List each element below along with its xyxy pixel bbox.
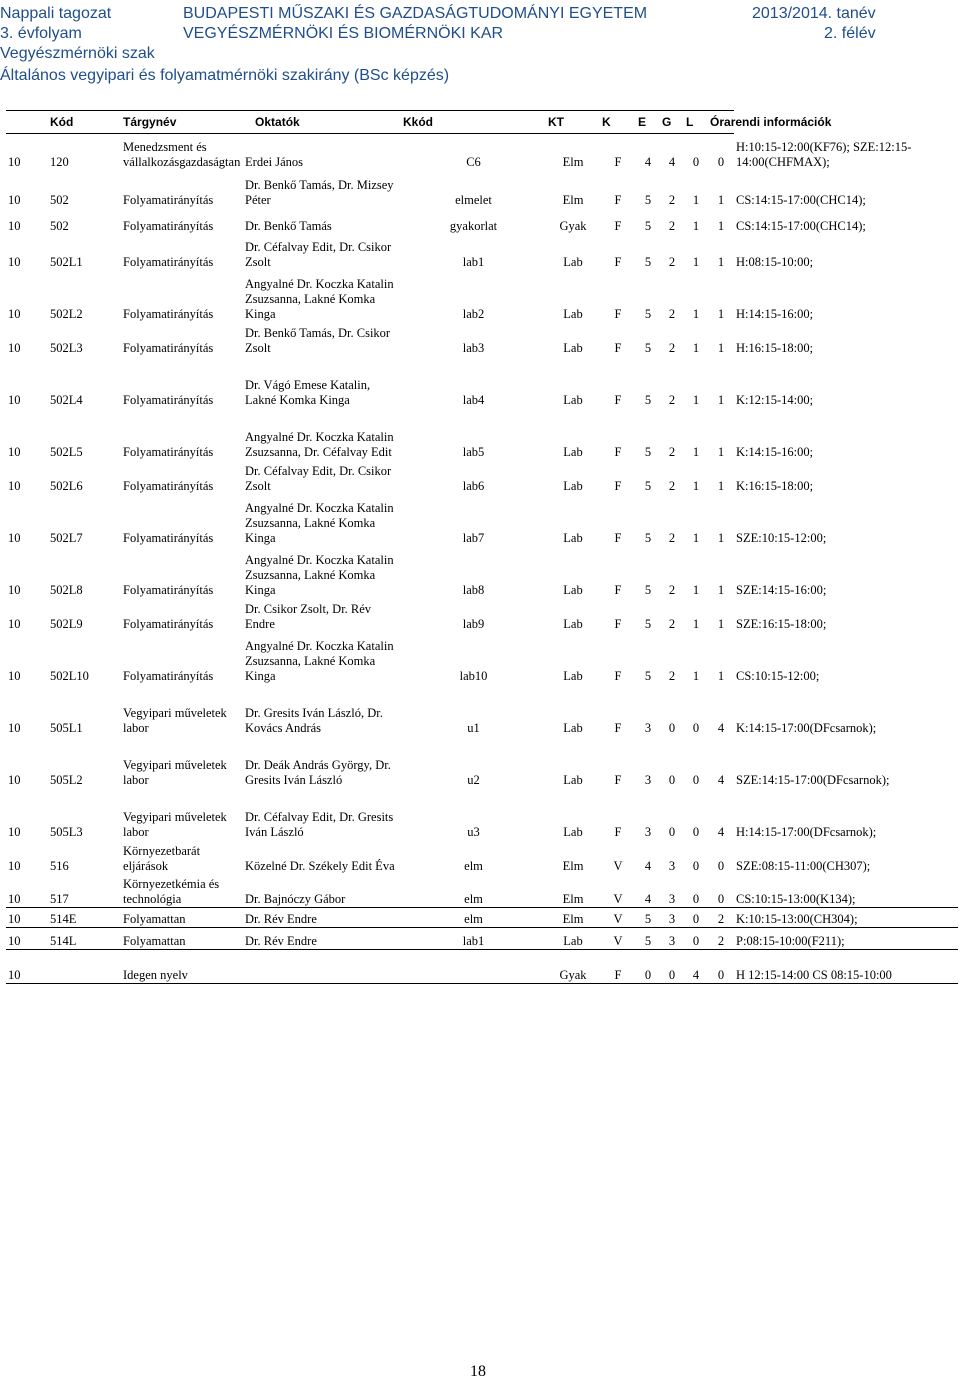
cell-k: F [614,192,622,207]
table-row [6,928,958,950]
cell-k: F [614,340,622,355]
cell-type: Elm [546,908,600,928]
cell-subject-name: Folyamatirányítás [123,616,214,631]
cell-kod: 10 [8,392,21,407]
cell-k: F [614,444,622,459]
cell-l2: 2 [708,928,734,950]
cell-kod: 10 [8,306,21,321]
cell-g: 2 [668,668,676,683]
cell-section: 505L1 [50,720,83,735]
cell-l2: 0 [717,154,725,169]
cell-lecturers: Dr. Benkő Tamás, Dr. Mizsey Péter [245,177,394,207]
cell-e: 5 [644,254,652,269]
cell-g: 2 [668,582,676,597]
cell-schedule: H:10:15-12:00(KF76); SZE:12:15-14:00(CHFMAX); [736,139,912,169]
cell-e: 4 [644,858,652,873]
cell-k: F [614,616,622,631]
cell-type: Lab [563,720,583,735]
cell-type: Gyak [546,950,600,984]
col-header-kkod: Kkód [401,111,546,134]
table-header-row [6,111,958,134]
cell-kod: 10 [8,478,21,493]
cell-subject-name: Környezetkémia és technológia [121,874,243,908]
cell-kod: 10 [8,444,21,459]
header-university: BUDAPESTI MŰSZAKI ÉS GAZDASÁGTUDOMÁNYI EGYETEM [183,5,648,22]
table-row [6,598,958,632]
cell-e: 5 [644,218,652,233]
cell-lecturers [243,950,401,984]
cell-kod: 10 [8,154,21,169]
cell-course-code: C6 [466,154,481,169]
cell-lecturers: Angyalné Dr. Koczka Katalin Zsuzsanna, Lakné Komka Kinga [245,276,394,321]
cell-type: Lab [563,306,583,321]
cell-k: V [600,874,636,908]
cell-l2: 1 [717,306,725,321]
cell-section: 505L2 [50,772,83,787]
cell-k: V [600,908,636,928]
cell-type: Elm [562,858,584,873]
cell-course-code: lab10 [459,668,488,683]
cell-g: 0 [668,824,676,839]
cell-schedule: H:08:15-10:00; [736,254,814,269]
cell-e: 5 [644,478,652,493]
cell-l2: 4 [717,824,725,839]
cell-l2: 1 [717,616,725,631]
cell-g: 0 [660,950,684,984]
cell-type: Lab [563,824,583,839]
cell-section: 502L7 [50,530,83,545]
cell-schedule: H:14:15-16:00; [736,306,814,321]
cell-l2: 1 [717,192,725,207]
cell-section: 502 [50,218,69,233]
header-academic-year: 2013/2014. tanév [752,5,876,22]
cell-schedule: CS:14:15-17:00(CHC14); [736,218,866,233]
cell-kod: 10 [6,928,48,950]
cell-subject-name: Folyamattan [121,908,243,928]
cell-course-code: lab4 [462,392,485,407]
cell-e: 3 [644,824,652,839]
cell-section: 502L2 [50,306,83,321]
cell-course-code: lab6 [462,478,485,493]
cell-subject-name: Vegyipari műveletek labor [123,757,227,787]
cell-lecturers: Dr. Rév Endre [243,908,401,928]
table-row [6,170,958,208]
cell-course-code: lab7 [462,530,485,545]
cell-kod: 10 [6,950,48,984]
cell-section: 502L8 [50,582,83,597]
cell-e: 3 [644,772,652,787]
cell-e: 5 [644,444,652,459]
cell-lecturers: Dr. Céfalvay Edit, Dr. Csikor Zsolt [245,463,392,493]
cell-lecturers: Dr. Benkő Tamás, Dr. Csikor Zsolt [245,325,391,355]
cell-k: F [614,218,622,233]
cell-schedule: SZE:14:15-17:00(DFcsarnok); [736,772,890,787]
cell-schedule: P:08:15-10:00(F211); [734,928,958,950]
cell-k: V [600,928,636,950]
cell-lecturers: Dr. Céfalvay Edit, Dr. Gresits Iván László [245,809,394,839]
cell-section: 502L5 [50,444,83,459]
cell-k: V [613,858,623,873]
cell-e: 5 [644,668,652,683]
cell-kod: 10 [8,824,21,839]
cell-course-code: gyakorlat [449,218,498,233]
cell-schedule: H 12:15-14:00 CS 08:15-10:00 [734,950,958,984]
cell-subject-name: Folyamatirányítás [123,192,214,207]
cell-section [48,950,121,984]
cell-course-code: elm [464,858,483,873]
cell-lecturers: Angyalné Dr. Koczka Katalin Zsuzsanna, Lakné Komka Kinga [245,552,394,597]
page-number: 18 [470,1363,486,1380]
cell-e: 5 [644,530,652,545]
cell-l2: 4 [717,772,725,787]
cell-k: F [614,530,622,545]
cell-l2: 1 [717,444,725,459]
cell-lecturers: Dr. Vágó Emese Katalin, Lakné Komka Kinga [245,377,371,407]
cell-k: F [600,950,636,984]
table-row [6,840,958,874]
cell-k: F [614,154,622,169]
cell-lecturers: Dr. Benkő Tamás [245,218,332,233]
cell-lecturers: Angyalné Dr. Koczka Katalin Zsuzsanna, Lakné Komka Kinga [245,500,394,545]
header-left-2: 3. évfolyam [0,25,82,42]
col-header-oktatok: Oktatók [243,111,401,134]
table-row [6,788,958,840]
cell-lecturers: Dr. Céfalvay Edit, Dr. Csikor Zsolt [245,239,392,269]
table-row [6,684,958,736]
cell-g: 2 [668,616,676,631]
cell-g: 2 [668,218,676,233]
cell-subject-name: Folyamatirányítás [123,668,214,683]
cell-course-code: lab1 [462,254,485,269]
cell-kod: 10 [8,720,21,735]
cell-l2: 1 [717,218,725,233]
col-header-e: E [636,111,660,134]
cell-subject-name: Folyamatirányítás [123,530,214,545]
cell-subject-name: Folyamatirányítás [123,306,214,321]
cell-type: Lab [563,254,583,269]
cell-lecturers: Dr. Rév Endre [243,928,401,950]
table-row [6,736,958,788]
cell-kod: 10 [8,218,21,233]
table-row [6,322,958,356]
cell-schedule: CS:14:15-17:00(CHC14); [736,192,866,207]
cell-g: 3 [660,874,684,908]
cell-schedule: K:14:15-17:00(DFcsarnok); [736,720,877,735]
cell-section: 502L1 [50,254,83,269]
cell-l1: 1 [692,218,700,233]
cell-course-code [401,950,546,984]
cell-l2: 4 [717,720,725,735]
cell-e: 5 [644,616,652,631]
cell-type: Elm [562,154,584,169]
cell-e: 5 [644,582,652,597]
cell-lecturers: Dr. Bajnóczy Gábor [243,874,401,908]
cell-l1: 1 [692,530,700,545]
cell-g: 0 [668,772,676,787]
cell-g: 2 [668,254,676,269]
header-left-3: Vegyészmérnöki szak [0,45,155,62]
cell-course-code: lab2 [462,306,485,321]
cell-k: F [614,306,622,321]
cell-kod: 10 [6,908,48,928]
table-row [6,356,958,408]
cell-course-code: elm [401,874,546,908]
cell-schedule: K:12:15-14:00; [736,392,814,407]
col-header-orarendi: Órarendi információk [708,111,734,134]
cell-l2: 1 [717,254,725,269]
cell-l1: 1 [692,340,700,355]
cell-type: Lab [563,478,583,493]
cell-e: 3 [644,720,652,735]
cell-type: Elm [546,874,600,908]
table-row [6,460,958,494]
cell-course-code: lab3 [462,340,485,355]
cell-e: 0 [636,950,660,984]
header-left-1: Nappali tagozat [0,5,112,22]
cell-course-code: lab1 [401,928,546,950]
col-header-k: K [600,111,636,134]
cell-schedule: SZE:16:15-18:00; [736,616,827,631]
cell-k: F [614,582,622,597]
cell-l1: 0 [684,928,708,950]
col-header-g: G [660,111,684,134]
cell-section: 517 [48,874,121,908]
cell-g: 2 [668,530,676,545]
cell-g: 4 [668,154,676,169]
cell-schedule: SZE:10:15-12:00; [736,530,827,545]
header-faculty: VEGYÉSZMÉRNÖKI ÉS BIOMÉRNÖKI KAR [183,25,504,42]
cell-subject-name: Menedzsment és vállalkozásgazdaságtan [123,139,241,169]
cell-g: 2 [668,306,676,321]
cell-l1: 1 [692,616,700,631]
cell-section: 505L3 [50,824,83,839]
cell-course-code: lab5 [462,444,485,459]
cell-kod: 10 [8,582,21,597]
cell-g: 3 [660,928,684,950]
col-header-kt: KT [546,111,600,134]
cell-l1: 1 [692,478,700,493]
cell-subject-name: Vegyipari műveletek labor [123,809,227,839]
cell-type: Lab [563,668,583,683]
cell-l2: 0 [708,874,734,908]
cell-course-code: u3 [467,824,480,839]
cell-kod: 10 [8,192,21,207]
table-row [6,546,958,598]
cell-g: 2 [668,340,676,355]
cell-l2: 1 [717,530,725,545]
cell-k: F [614,392,622,407]
cell-schedule: SZE:14:15-16:00; [736,582,827,597]
cell-type: Elm [562,192,584,207]
cell-type: Lab [563,772,583,787]
cell-l2: 0 [708,950,734,984]
cell-lecturers: Angyalné Dr. Koczka Katalin Zsuzsanna, Lakné Komka Kinga [245,638,394,683]
cell-section: 502L4 [50,392,83,407]
cell-type: Lab [563,582,583,597]
cell-kod: 10 [8,858,21,873]
cell-type: Lab [563,340,583,355]
cell-schedule: SZE:08:15-11:00(CH307); [736,858,871,873]
cell-lecturers: Dr. Gresits Iván László, Dr. Kovács András [245,705,383,735]
table-row [6,494,958,546]
table-row [6,908,958,928]
cell-course-code: u1 [467,720,480,735]
header-program: Általános vegyipari és folyamatmérnöki szakirány (BSc képzés) [0,67,450,84]
table-row [6,234,958,270]
cell-k: F [614,720,622,735]
cell-lecturers: Angyalné Dr. Koczka Katalin Zsuzsanna, Dr. Céfalvay Edit [245,429,394,459]
cell-kod: 10 [8,616,21,631]
col-header-targynev: Tárgynév [121,111,243,134]
cell-g: 2 [668,444,676,459]
cell-l2: 1 [717,582,725,597]
table-row [6,134,958,170]
cell-subject-name: Folyamattan [121,928,243,950]
cell-k: F [614,824,622,839]
cell-kod: 10 [8,772,21,787]
cell-k: F [614,668,622,683]
cell-section: 502L3 [50,340,83,355]
cell-l2: 1 [717,478,725,493]
cell-l1: 1 [692,668,700,683]
cell-type: Lab [563,444,583,459]
cell-subject-name: Folyamatirányítás [123,478,214,493]
cell-l1: 0 [692,720,700,735]
cell-kod: 10 [8,530,21,545]
cell-l1: 1 [692,192,700,207]
cell-section: 502L10 [50,668,89,683]
table-row [6,208,958,234]
cell-course-code: elm [401,908,546,928]
cell-g: 3 [660,908,684,928]
cell-schedule: CS:10:15-12:00; [736,668,820,683]
cell-l1: 0 [692,824,700,839]
cell-k: F [614,254,622,269]
cell-subject-name: Folyamatirányítás [123,254,214,269]
cell-e: 5 [644,192,652,207]
cell-subject-name: Folyamatirányítás [123,340,214,355]
cell-type: Lab [563,530,583,545]
cell-l2: 0 [717,858,725,873]
cell-l1: 1 [692,254,700,269]
header-semester: 2. félév [824,25,876,42]
cell-subject-name: Folyamatirányítás [123,392,214,407]
cell-l1: 0 [684,874,708,908]
cell-g: 2 [668,192,676,207]
cell-subject-name: Folyamatirányítás [123,218,214,233]
cell-e: 5 [636,908,660,928]
cell-course-code: lab9 [462,616,485,631]
cell-l2: 2 [708,908,734,928]
table-row [6,270,958,322]
cell-lecturers: Erdei János [245,154,303,169]
cell-k: F [614,772,622,787]
cell-subject-name: Környezetbarát eljárások [123,843,201,873]
cell-e: 4 [636,874,660,908]
cell-subject-name: Idegen nyelv [121,950,243,984]
cell-schedule: K:16:15-18:00; [736,478,814,493]
cell-l1: 1 [692,306,700,321]
table-row [6,632,958,684]
cell-section: 502L9 [50,616,83,631]
cell-g: 3 [668,858,676,873]
table-row [6,408,958,460]
cell-e: 5 [644,340,652,355]
table-row [6,950,958,984]
table-row [6,874,958,908]
cell-l1: 1 [692,392,700,407]
cell-l1: 1 [692,582,700,597]
cell-schedule: K:10:15-13:00(CH304); [734,908,958,928]
cell-e: 5 [644,392,652,407]
schedule-table [6,110,958,984]
cell-section: 516 [50,858,69,873]
cell-schedule: K:14:15-16:00; [736,444,814,459]
cell-l1: 0 [692,772,700,787]
cell-section: 120 [50,154,69,169]
col-header-kod: Kód [6,111,121,134]
cell-l1: 0 [692,154,700,169]
cell-kod: 10 [6,874,48,908]
cell-subject-name: Folyamatirányítás [123,444,214,459]
cell-g: 2 [668,392,676,407]
cell-schedule: H:16:15-18:00; [736,340,814,355]
cell-course-code: lab8 [462,582,485,597]
cell-l1: 1 [692,444,700,459]
cell-schedule: CS:10:15-13:00(K134); [734,874,958,908]
cell-l1: 0 [684,908,708,928]
cell-section: 502L6 [50,478,83,493]
cell-e: 5 [644,306,652,321]
cell-l2: 1 [717,668,725,683]
cell-k: F [614,478,622,493]
cell-section: 502 [50,192,69,207]
cell-kod: 10 [8,340,21,355]
cell-subject-name: Vegyipari műveletek labor [123,705,227,735]
cell-g: 2 [668,478,676,493]
cell-subject-name: Folyamatirányítás [123,582,214,597]
cell-schedule: H:14:15-17:00(DFcsarnok); [736,824,877,839]
cell-e: 5 [636,928,660,950]
cell-l1: 4 [684,950,708,984]
cell-type: Lab [563,392,583,407]
cell-e: 4 [644,154,652,169]
cell-l2: 1 [717,340,725,355]
cell-course-code: elmelet [455,192,492,207]
cell-course-code: u2 [467,772,480,787]
cell-type: Lab [546,928,600,950]
cell-kod: 10 [8,254,21,269]
cell-lecturers: Közelné Dr. Székely Edit Éva [245,858,395,873]
cell-lecturers: Dr. Deák András György, Dr. Gresits Iván László [245,757,391,787]
cell-kod: 10 [8,668,21,683]
cell-l2: 1 [717,392,725,407]
cell-type: Lab [563,616,583,631]
cell-g: 0 [668,720,676,735]
cell-type: Gyak [559,218,587,233]
cell-l1: 0 [692,858,700,873]
cell-section: 514L [48,928,121,950]
cell-lecturers: Dr. Csikor Zsolt, Dr. Rév Endre [245,601,372,631]
cell-section: 514E [48,908,121,928]
col-header-l: L [684,111,708,134]
